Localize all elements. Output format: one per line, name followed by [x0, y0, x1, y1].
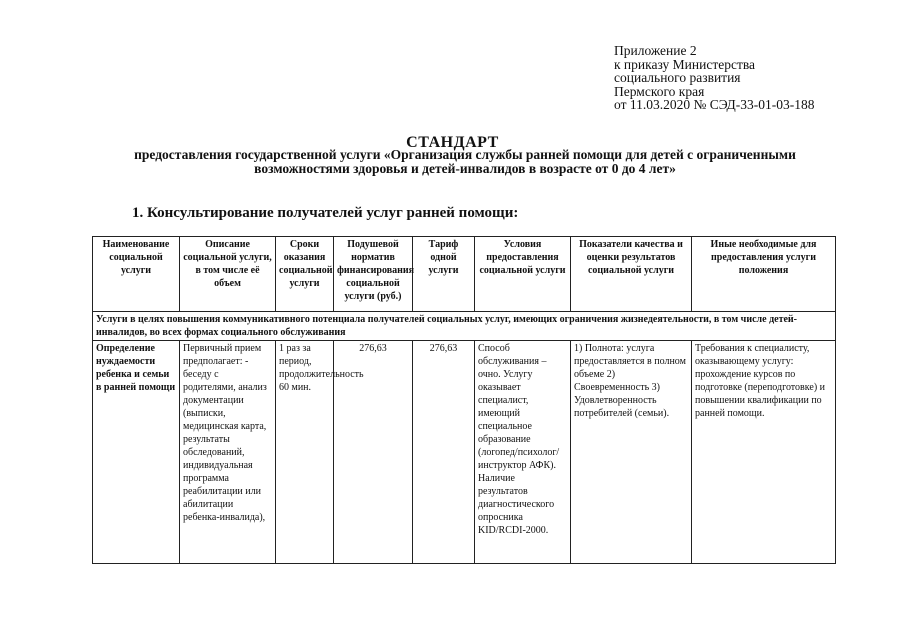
appendix-line-5: от 11.03.2020 № СЭД-33-01-03-188 [614, 97, 815, 113]
cell-description: Первичный прием предполагает: - беседу с родителями, анализ документации (выписки, медицинская карта, результаты обследований, индивидуальная программа реабилитации или абилитации ребенка-инвалида), [180, 341, 276, 564]
header-name: Наименование социальной услуги [93, 237, 180, 312]
cell-timing: 1 раз за период, продолжительность 60 мин. [276, 341, 334, 564]
cell-quality: 1) Полнота: услуга предоставляется в полном объеме 2) Своевременность 3) Удовлетворенность потребителей (семьи). [571, 341, 692, 564]
appendix-line-4: Пермского края [614, 83, 705, 99]
appendix-block [614, 44, 814, 112]
header-quality: Показатели качества и оценки результатов социальной услуги [571, 237, 692, 312]
group-row-text: Услуги в целях повышения коммуникативного потенциала получателей социальных услуг, имеющих ограничения жизнедеятельности, в том числе детей-инвалидов, во всех формах социального обслуживания [93, 312, 836, 341]
group-row [93, 312, 836, 341]
document-subtitle: предоставления государственной услуги «Организация службы ранней помощи для детей с ограниченными возможностями здоровья и детей-инвалидов в возрасте от 0 до 4 лет» [134, 147, 796, 176]
table-row [93, 341, 836, 564]
appendix-line-2: к приказу Министерства [614, 56, 756, 72]
appendix-line-3: социального развития [614, 70, 741, 86]
cell-conditions: Способ обслуживания – очно. Услугу оказывает специалист, имеющий специальное образование (логопед/психолог/инструктор АФК). Наличие результатов диагностического опросника KID/RCDI-2000. [475, 341, 571, 564]
header-timing: Сроки оказания социальной услуги [276, 237, 334, 312]
table-header-row [93, 237, 836, 312]
header-conditions: Условия предоставления социальной услуги [475, 237, 571, 312]
cell-tariff: 276,63 [413, 341, 475, 564]
appendix-line-1: Приложение 2 [614, 43, 697, 58]
cell-other: Требования к специалисту, оказывающему услугу: прохождение курсов по подготовке (переподготовке) и повышении квалификации по ранней помощи. [692, 341, 836, 564]
header-norm: Подушевой норматив финансирования социальной услуги (руб.) [334, 237, 413, 312]
header-description: Описание социальной услуги, в том числе её объем [180, 237, 276, 312]
header-tariff: Тариф одной услуги [413, 237, 475, 312]
header-other: Иные необходимые для предоставления услуги положения [692, 237, 836, 312]
standard-table [92, 236, 836, 564]
section-heading: 1. Консультирование получателей услуг ранней помощи: [132, 205, 519, 221]
cell-norm: 276,63 [334, 341, 413, 564]
cell-name: Определение нуждаемости ребенка и семьи в ранней помощи [93, 341, 180, 564]
document-title: СТАНДАРТ [406, 134, 499, 151]
